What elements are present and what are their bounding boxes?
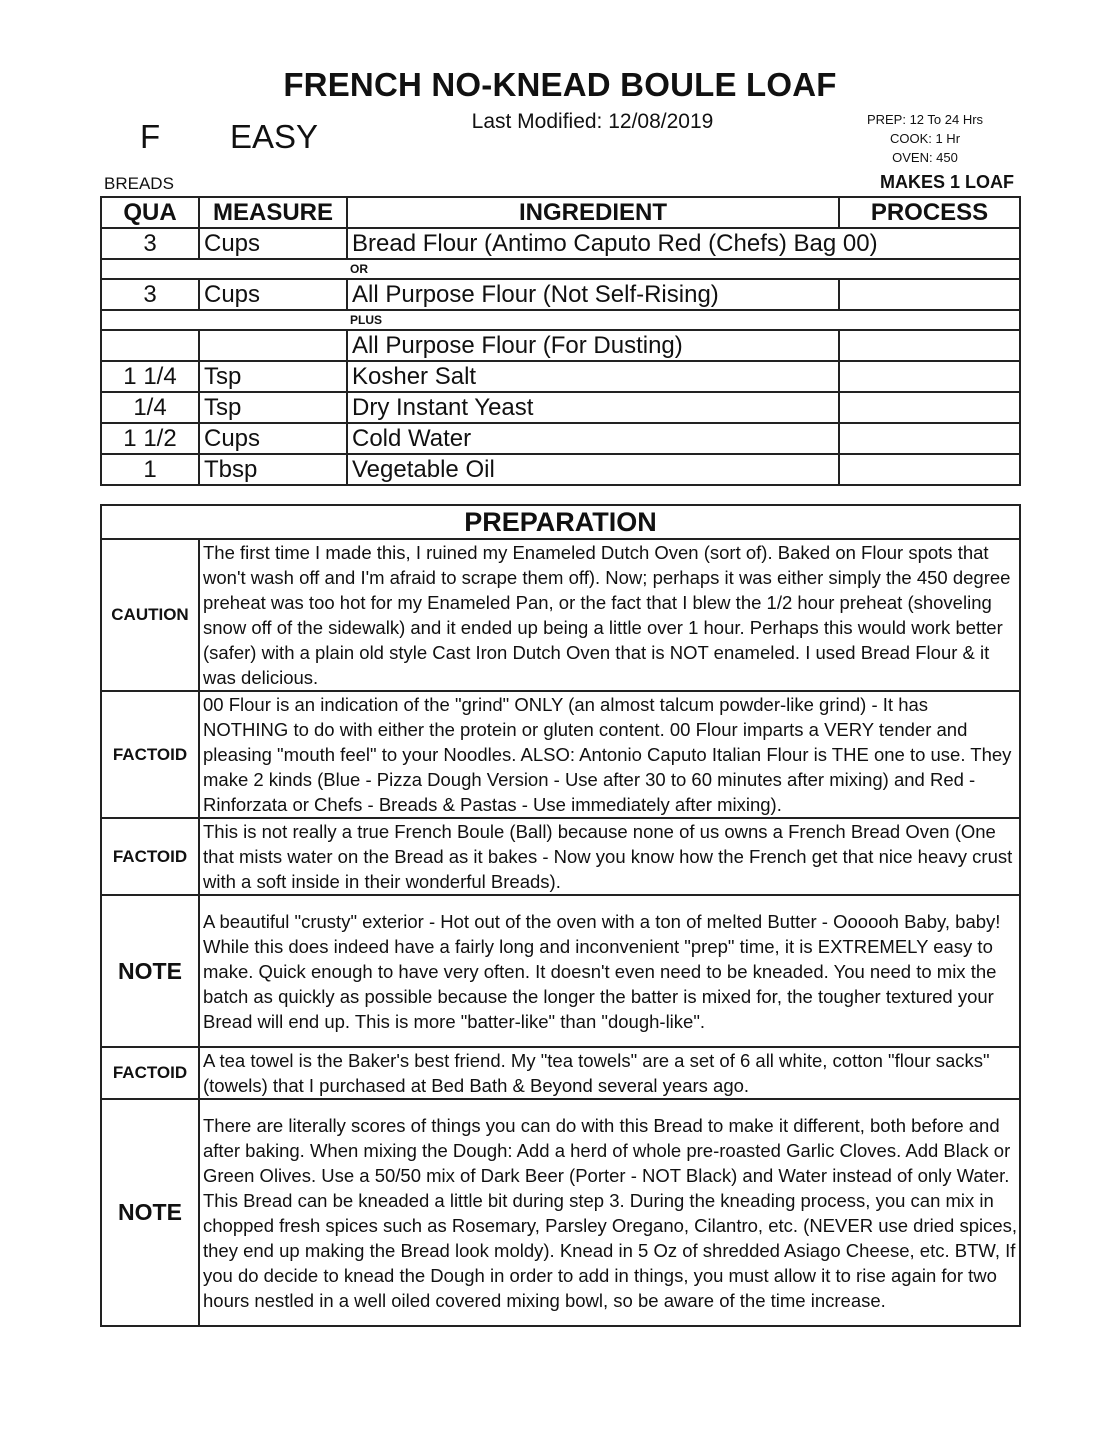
preparation-heading: PREPARATION xyxy=(101,505,1020,539)
ingredient-measure: Tsp xyxy=(199,392,347,423)
preparation-table xyxy=(100,504,1021,1327)
ingredient-quantity: 1/4 xyxy=(101,392,199,423)
ingredient-quantity: 1 1/4 xyxy=(101,361,199,392)
note-label: NOTE xyxy=(101,1099,199,1326)
ingredient-row xyxy=(101,228,1020,259)
last-modified: Last Modified: 12/08/2019 xyxy=(471,110,714,133)
ingredient-measure: Cups xyxy=(199,228,347,259)
ingredient-name: Bread Flour (Antimo Caputo Red (Chefs) Bag 00) xyxy=(347,228,1020,259)
ingredient-quantity: 1 1/2 xyxy=(101,423,199,454)
ingredient-measure: Cups xyxy=(199,423,347,454)
ingredient-quantity xyxy=(101,330,199,361)
note-text: A tea towel is the Baker's best friend. My "tea towels" are a set of 6 all white, cotton "flour sacks" (towels) that I purchased at Bed Bath & Beyond several years ago. xyxy=(199,1047,1020,1099)
ingredient-name: Vegetable Oil xyxy=(347,454,839,485)
ingredient-row xyxy=(101,392,1020,423)
ingredients-table xyxy=(100,196,1021,486)
ingredient-process xyxy=(839,392,1020,423)
ingredient-process xyxy=(839,361,1020,392)
ingredient-process xyxy=(839,279,1020,310)
note-row xyxy=(101,895,1020,1047)
cook-time: COOK: 1 Hr xyxy=(889,131,961,146)
difficulty-label: EASY xyxy=(230,118,319,155)
ingredient-row xyxy=(101,361,1020,392)
time-info xyxy=(840,110,1010,167)
note-row xyxy=(101,1099,1020,1326)
ingredient-name: All Purpose Flour (For Dusting) xyxy=(347,330,839,361)
prep-time: PREP: 12 To 24 Hrs xyxy=(866,112,984,127)
ingredient-quantity: 3 xyxy=(101,228,199,259)
ingredient-quantity: 3 xyxy=(101,279,199,310)
ingredient-name: Dry Instant Yeast xyxy=(347,392,839,423)
ingredient-row xyxy=(101,423,1020,454)
note-text: 00 Flour is an indication of the "grind" ONLY (an almost talcum powder-like grind) - It has NOTHING to do with either the protein or gluten content. 00 Flour imparts a VERY tender and pleasing "mouth feel" to your Noodles. ALSO: Antonio Caputo Italian Flour is THE one to use. They make 2 kinds (Blue - Pizza Dough Version - Use after 30 to 60 minutes after mixing) and Red - Rinforzata or Chefs - Breads & Pastas - Use immediately after mixing). xyxy=(199,691,1020,818)
note-label: CAUTION xyxy=(101,539,199,691)
note-row xyxy=(101,539,1020,691)
column-header-ingredient: INGREDIENT xyxy=(347,197,839,228)
conjunction-row xyxy=(101,310,1020,330)
column-header-process: PROCESS xyxy=(839,197,1020,228)
note-label: FACTOID xyxy=(101,691,199,818)
ingredient-process xyxy=(839,454,1020,485)
note-label: FACTOID xyxy=(101,1047,199,1099)
recipe-code: F xyxy=(140,118,161,155)
ingredient-row xyxy=(101,454,1020,485)
note-label: NOTE xyxy=(101,895,199,1047)
ingredient-quantity: 1 xyxy=(101,454,199,485)
note-text: There are literally scores of things you can do with this Bread to make it different, both before and after baking. When mixing the Dough: Add a herd of whole pre-roasted Garlic Cloves. Add Black or Green Olives. Use a 50/50 mix of Dark Beer (Porter - NOT Black) and Water instead of only Water. This Bread can be kneaded a little bit during step 3. During the kneading process, you can mix in chopped fresh spices such as Rosemary, Parsley Oregano, Cilantro, etc. (NEVER use dried spices, they end up making the Bread look moldy). Knead in 5 Oz of shredded Asiago Cheese, etc. BTW, If you do decide to knead the Dough in order to add in things, you must allow it to rise again for two hours nestled in a well oiled covered mixing bowl, so be aware of the time increase. xyxy=(199,1099,1020,1326)
category-label: BREADS xyxy=(104,174,174,193)
preparation-header-row xyxy=(101,505,1020,539)
note-text: This is not really a true French Boule (Ball) because none of us owns a French Bread Oven (One that mists water on the Bread as it bakes - Now you know how the French get that nice heavy crust with a soft inside in their wonderful Breads). xyxy=(199,818,1020,895)
note-row xyxy=(101,818,1020,895)
ingredient-measure: Tsp xyxy=(199,361,347,392)
ingredient-row xyxy=(101,330,1020,361)
conjunction-label: OR xyxy=(101,259,1020,279)
ingredient-name: Kosher Salt xyxy=(347,361,839,392)
ingredient-name: All Purpose Flour (Not Self-Rising) xyxy=(347,279,839,310)
ingredient-measure xyxy=(199,330,347,361)
column-header-qua: QUA xyxy=(101,197,199,228)
note-row xyxy=(101,691,1020,818)
ingredients-header-row xyxy=(101,197,1020,228)
note-label: FACTOID xyxy=(101,818,199,895)
ingredient-measure: Tbsp xyxy=(199,454,347,485)
oven-temp: OVEN: 450 xyxy=(892,150,958,165)
recipe-title: FRENCH NO-KNEAD BOULE LOAF xyxy=(283,66,837,103)
column-header-measure: MEASURE xyxy=(199,197,347,228)
ingredient-process xyxy=(839,330,1020,361)
note-text: A beautiful "crusty" exterior - Hot out of the oven with a ton of melted Butter - Oooooh Baby, baby! While this does indeed have a fairly long and inconvenient "prep" time, it is EXTREMELY easy to make. Quick enough to have very often. It doesn't even need to be kneaded. You need to mix the batch as quickly as possible because the longer the batter is mixed for, the tougher textured your Bread will end up. This is more "batter-like" than "dough-like". xyxy=(199,895,1020,1047)
yield-label: MAKES 1 LOAF xyxy=(879,172,1014,192)
conjunction-label: PLUS xyxy=(101,310,1020,330)
ingredient-row xyxy=(101,279,1020,310)
note-text: The first time I made this, I ruined my Enameled Dutch Oven (sort of). Baked on Flour spots that won't wash off and I'm afraid to scrape them off). Now; perhaps it was either simply the 450 degree preheat was too hot for my Enameled Pan, or the fact that I blew the 1/2 hour preheat (shoveling snow off of the sidewalk) and it ended up being a little over 1 hour. Perhaps this would work better (safer) with a plain old style Cast Iron Dutch Oven that is NOT enameled. I used Bread Flour & it was delicious. xyxy=(199,539,1020,691)
conjunction-row xyxy=(101,259,1020,279)
note-row xyxy=(101,1047,1020,1099)
ingredient-name: Cold Water xyxy=(347,423,839,454)
ingredient-measure: Cups xyxy=(199,279,347,310)
ingredient-process xyxy=(839,423,1020,454)
